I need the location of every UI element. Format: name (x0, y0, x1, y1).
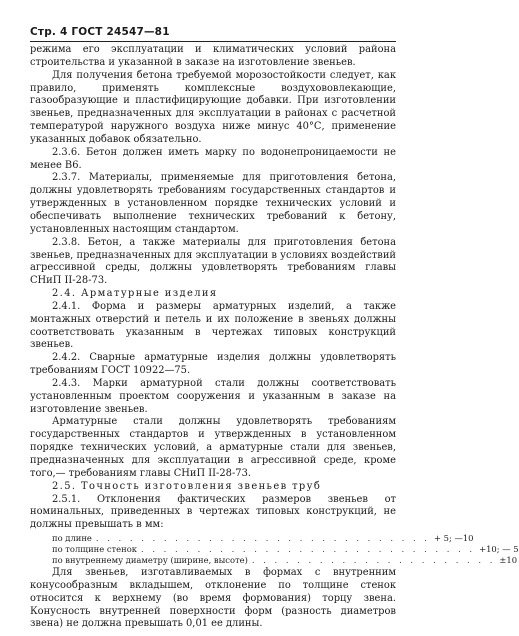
clause-2-5-1: 2.5.1. Отклонения фактических размеров звеньев от номинальных, приведенных в чертежах типовых конструкций, не должны превышать в мм: (30, 493, 396, 531)
leader-dots: . . . . . . . . . . . . . . . . . . . . . . . . . . . . . . (95, 533, 430, 544)
tolerance-table (52, 533, 519, 566)
leader-dots: . . . . . . . . . . . . . . . . . . . . . . (251, 555, 496, 566)
section-heading-2-4: 2.4. Арматурные изделия (52, 288, 218, 300)
clause-2-4-2: 2.4.2. Сварные арматурные изделия должны удовлетворять требованиям ГОСТ 10922—75. (30, 352, 396, 377)
paragraph: Для звеньев, изготавливаемых в формах с внутренним конусообразным вкладышем, отклонение по толщине стенок относится к верхнему (во время формования) торцу звена. Конусность внутренней поверхности форм (разность диаметров звена) не должна превышать 0,01 ее длины. (30, 567, 396, 630)
leader-dots: . . . . . . . . . . . . . . . . . . . . . . . . . . . . . . (141, 544, 476, 555)
tolerance-label: по толщине стенок (52, 544, 137, 555)
clause-2-3-7: 2.3.7. Материалы, применяемые для приготовления бетона, должны удовлетворять требованиям государственных стандартов и утвержденных в установленном порядке технических условий и обеспечивать выполнение технических требований к бетону, установленных настоящим стандартом. (30, 172, 396, 235)
page-header: Стр. 4 ГОСТ 24547—81 (30, 26, 170, 38)
tolerance-row (52, 533, 474, 544)
clause-2-3-6: 2.3.6. Бетон должен иметь марку по водонепроницаемости не менее В6. (30, 146, 396, 171)
clause-2-3-8: 2.3.8. Бетон, а также материалы для приготовления бетона звеньев, предназначенных для эксплуатации в условиях воздействий агрессивной среды, должны удовлетворять требованиям главы СНиП II-28-73. (30, 236, 396, 287)
document-body (30, 44, 519, 631)
section-heading-2-5: 2.5. Точность изготовления звеньев труб (52, 480, 322, 492)
tolerance-value: ±10 (499, 555, 518, 566)
paragraph: Арматурные стали должны удовлетворять требованиям государственных стандартов и утвержденных в установленном порядке технических условий, а арматурные стали для звеньев, предназначенных для эксплуатации в агрессивной среде, кроме того,— требованиям главы СНиП II-28-73. (30, 416, 396, 479)
tolerance-row (52, 555, 518, 566)
tolerance-row (52, 544, 519, 555)
paragraph: Для получения бетона требуемой морозостойкости следует, как правило, применять комплексные воздухововлекающие, газообразующие и пластифицирующие добавки. При изготовлении звеньев, предназначенных для эксплуатации в районах с расчетной температурой наружного воздуха ниже минус 40°С, применение указанных добавок обязательно. (30, 69, 396, 145)
tolerance-value: +10; — 5 (479, 544, 519, 555)
tolerance-label: по внутреннему диаметру (ширине, высоте) (52, 555, 248, 566)
paragraph: режима его эксплуатации и климатических условий района строительства и указанной в заказе на изготовление звеньев. (30, 44, 396, 68)
clause-2-4-3: 2.4.3. Марки арматурной стали должны соответствовать установленным проектом сооружения и указанным в заказе на изготовление звеньев. (30, 377, 396, 415)
tolerance-value: + 5; —10 (433, 533, 474, 544)
tolerance-label: по длине (52, 533, 92, 544)
header-rule (30, 41, 396, 42)
clause-2-4-1: 2.4.1. Форма и размеры арматурных изделий, а также монтажных отверстий и петель и их положение в звеньях должны соответствовать указанным в чертежах типовых конструкций звеньев. (30, 300, 396, 351)
